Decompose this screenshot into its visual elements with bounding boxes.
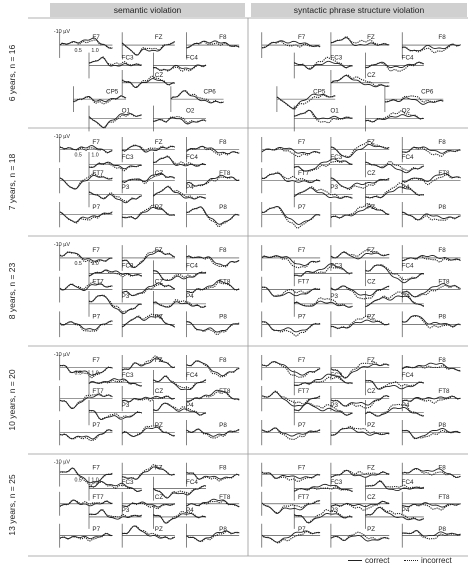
electrode-label-g1-c0-ft7: FT7 <box>92 170 104 177</box>
electrode-label-g2-c0-pz: PZ <box>154 313 163 321</box>
wave-correct-g0-c1-cz <box>331 76 389 87</box>
electrode-label-g0-c1-f7: F7 <box>297 34 306 42</box>
wave-incorrect-g0-c0-fz <box>122 42 175 55</box>
wave-incorrect-g4-c1-fz <box>331 470 389 477</box>
wave-incorrect-g3-c0-ft7 <box>60 393 113 408</box>
wave-correct-g1-c0-fc3 <box>89 162 142 169</box>
wave-incorrect-g1-c0-p4 <box>153 186 206 199</box>
electrode-label-g0-c1-o1: O1 <box>330 107 339 115</box>
wave-incorrect-g0-c1-cz <box>331 75 389 86</box>
electrode-label-g3-c1-f7: F7 <box>297 357 306 364</box>
electrode-label-g1-c1-cz: CZ <box>367 170 376 177</box>
electrode-label-g4-c0-fc3: FC3 <box>121 478 134 486</box>
electrode-label-g3-c0-f7: F7 <box>92 357 100 364</box>
wave-correct-g1-c1-p7 <box>262 207 320 225</box>
electrode-label-g1-c1-fc3: FC3 <box>330 154 343 161</box>
wave-correct-g2-c0-p3 <box>89 296 142 314</box>
wave-incorrect-g0-c1-fc3 <box>294 54 352 68</box>
wave-incorrect-g3-c1-fc3 <box>294 377 352 385</box>
wave-incorrect-g2-c0-p4 <box>153 300 206 308</box>
scale-time-b-g4-c0-f7: 1.0 <box>91 477 99 484</box>
electrode-label-g4-c0-f7: F7 <box>92 464 100 472</box>
electrode-label-g3-c1-ft7: FT7 <box>297 388 310 395</box>
wave-incorrect-g3-c0-p4 <box>153 403 206 415</box>
wave-incorrect-g0-c1-cp5 <box>277 95 335 109</box>
wave-incorrect-g4-c1-fc3 <box>294 487 352 492</box>
scale-time-a-g3-c0-f7: 0.5 <box>74 370 82 377</box>
wave-incorrect-g3-c1-p7 <box>262 428 320 440</box>
electrode-label-g2-c1-ft7: FT7 <box>297 278 310 286</box>
electrode-label-g2-c0-fc3: FC3 <box>121 262 134 270</box>
wave-correct-g4-c1-f8 <box>402 468 460 477</box>
wave-incorrect-g4-c1-fc4 <box>366 478 424 489</box>
scale-amplitude-g2-c0-f7: -10 µV <box>53 242 71 249</box>
wave-correct-g1-c1-pz <box>331 207 389 218</box>
electrode-label-g3-c1-ft8: FT8 <box>438 388 450 395</box>
electrode-label-g3-c1-fz: FZ <box>367 357 375 364</box>
electrode-label-g2-c1-fc4: FC4 <box>401 262 414 270</box>
electrode-label-g1-c0-fc4: FC4 <box>185 154 198 161</box>
wave-correct-g1-c0-ft7 <box>60 175 113 189</box>
wave-incorrect-g0-c1-fz <box>331 37 389 45</box>
wave-correct-g4-c1-ft7 <box>262 501 320 514</box>
electrode-label-g2-c0-ft8: FT8 <box>219 278 231 286</box>
electrode-label-g4-c1-fc3: FC3 <box>330 478 343 486</box>
electrode-label-g2-c1-p4: P4 <box>401 293 410 300</box>
electrode-label-g3-c1-p3: P3 <box>330 402 339 409</box>
electrode-label-g0-c1-o2: O2 <box>401 107 411 115</box>
wave-incorrect-g3-c0-p7 <box>60 430 113 441</box>
electrode-label-g0-c1-f8: F8 <box>438 34 446 42</box>
electrode-label-g4-c0-cz: CZ <box>154 493 164 501</box>
wave-incorrect-g2-c1-fc3 <box>294 267 352 276</box>
electrode-label-g4-c0-p4: P4 <box>185 507 194 514</box>
electrode-label-g4-c0-fc4: FC4 <box>185 478 198 486</box>
row-label-10-years: 10 years, n = 20 <box>7 369 17 431</box>
electrode-label-g2-c0-fc4: FC4 <box>185 262 198 270</box>
wave-incorrect-g1-c0-p8 <box>187 207 240 227</box>
electrode-label-g3-c0-fz: FZ <box>154 357 163 364</box>
electrode-label-g2-c1-ft8: FT8 <box>438 278 450 286</box>
electrode-label-g2-c1-p3: P3 <box>330 293 339 300</box>
electrode-label-g4-c1-cz: CZ <box>367 493 376 501</box>
electrode-label-g1-c0-f7: F7 <box>92 139 100 146</box>
electrode-label-g2-c0-p3: P3 <box>121 293 130 300</box>
wave-correct-g2-c1-ft7 <box>262 287 320 296</box>
electrode-label-g3-c0-cz: CZ <box>154 388 164 395</box>
wave-incorrect-g4-c0-fz <box>122 465 175 480</box>
scale-time-b-g3-c0-f7: 1.0 <box>91 370 99 377</box>
column-header-syntactic: syntactic phrase structure violation <box>251 3 467 17</box>
electrode-label-g0-c0-cp6: CP6 <box>203 88 216 96</box>
scale-time-b-g2-c0-f7: 1.0 <box>91 260 99 267</box>
electrode-label-g3-c1-f8: F8 <box>438 357 446 364</box>
electrode-label-g1-c0-cz: CZ <box>154 170 164 177</box>
electrode-label-g4-c0-ft7: FT7 <box>92 493 104 501</box>
wave-incorrect-g2-c1-p4 <box>366 292 424 307</box>
wave-correct-g4-c0-p7 <box>60 534 113 539</box>
wave-correct-g1-c1-cz <box>331 178 389 188</box>
wave-incorrect-g2-c0-p8 <box>187 322 240 335</box>
wave-correct-g4-c0-ft8 <box>187 499 240 507</box>
electrode-label-g0-c1-cz: CZ <box>367 71 376 79</box>
electrode-label-g4-c1-p8: P8 <box>438 525 447 533</box>
electrode-label-g4-c0-p7: P7 <box>92 525 101 533</box>
electrode-label-g4-c0-ft8: FT8 <box>219 493 231 501</box>
electrode-label-g2-c0-cz: CZ <box>154 278 164 286</box>
wave-incorrect-g0-c0-o1 <box>89 114 142 128</box>
wave-correct-g2-c0-pz <box>122 317 175 328</box>
scale-time-a-g1-c0-f7: 0.5 <box>74 152 82 159</box>
electrode-label-g0-c1-cp5: CP5 <box>313 88 326 96</box>
electrode-label-g2-c1-cz: CZ <box>367 278 376 286</box>
wave-correct-g4-c0-p8 <box>187 531 240 541</box>
electrode-label-g1-c0-p3: P3 <box>121 184 130 191</box>
scale-amplitude-g4-c0-f7: -10 µV <box>53 459 71 466</box>
electrode-label-g1-c0-p7: P7 <box>92 204 101 211</box>
wave-incorrect-g2-c0-p7 <box>60 321 113 331</box>
wave-correct-g4-c1-p3 <box>294 514 352 524</box>
wave-incorrect-g4-c1-f8 <box>402 469 460 478</box>
electrode-label-g1-c1-fz: FZ <box>367 139 375 146</box>
wave-correct-g1-c0-p8 <box>187 207 240 224</box>
wave-correct-g0-c0-fc3 <box>89 58 142 67</box>
electrode-label-g1-c1-p8: P8 <box>438 204 447 211</box>
wave-correct-g0-c1-o1 <box>294 107 352 119</box>
electrode-label-g0-c0-cp5: CP5 <box>106 88 119 96</box>
wave-incorrect-g0-c1-o1 <box>294 107 352 123</box>
legend-incorrect: incorrect <box>404 556 452 565</box>
electrode-label-g0-c0-f8: F8 <box>219 34 227 42</box>
electrode-label-g2-c1-fz: FZ <box>367 247 375 255</box>
wave-incorrect-g3-c1-f7 <box>262 362 320 377</box>
electrode-label-g2-c0-p4: P4 <box>185 293 194 300</box>
electrode-label-g3-c0-fc4: FC4 <box>185 372 198 379</box>
electrode-label-g4-c0-p3: P3 <box>121 507 130 514</box>
electrode-label-g2-c1-pz: PZ <box>367 313 376 321</box>
wave-incorrect-g1-c0-p7 <box>60 212 113 223</box>
wave-incorrect-g0-c1-f8 <box>402 44 460 53</box>
wave-incorrect-g4-c0-ft7 <box>60 500 113 506</box>
electrode-label-g3-c0-p7: P7 <box>92 422 101 429</box>
wave-correct-g0-c1-f7 <box>262 41 320 48</box>
electrode-label-g4-c0-p8: P8 <box>219 525 227 533</box>
wave-incorrect-g4-c0-pz <box>122 526 175 539</box>
wave-incorrect-g2-c0-p3 <box>89 295 142 312</box>
electrode-label-g2-c1-f8: F8 <box>438 247 446 255</box>
electrode-label-g1-c1-p3: P3 <box>330 184 339 191</box>
electrode-label-g1-c1-fc4: FC4 <box>401 154 414 161</box>
electrode-label-g3-c1-p7: P7 <box>297 422 306 429</box>
electrode-label-g3-c0-ft7: FT7 <box>92 388 104 395</box>
electrode-label-g4-c0-f8: F8 <box>219 464 227 472</box>
electrode-label-g3-c1-pz: PZ <box>367 422 376 429</box>
wave-incorrect-g4-c1-p8 <box>402 531 460 539</box>
electrode-label-g4-c1-p3: P3 <box>330 507 339 514</box>
wave-incorrect-g3-c0-pz <box>122 426 175 437</box>
electrode-label-g3-c0-p3: P3 <box>121 402 130 409</box>
electrode-label-g2-c1-p8: P8 <box>438 313 447 321</box>
electrode-label-g3-c0-p8: P8 <box>219 422 227 429</box>
wave-incorrect-g0-c1-o2 <box>366 111 424 122</box>
electrode-label-g4-c1-ft7: FT7 <box>297 493 310 501</box>
row-label-6-years: 6 years, n = 16 <box>7 44 17 102</box>
wave-correct-g2-c1-p7 <box>262 322 320 332</box>
wave-incorrect-g0-c0-f7 <box>60 40 113 48</box>
wave-incorrect-g0-c0-cz <box>122 76 175 87</box>
electrode-label-g0-c0-cz: CZ <box>154 71 164 79</box>
wave-correct-g1-c1-p3 <box>294 188 352 199</box>
electrode-label-g0-c1-cp6: CP6 <box>421 88 434 96</box>
wave-correct-g4-c0-ft7 <box>60 500 113 506</box>
electrode-label-g3-c1-p4: P4 <box>401 402 410 409</box>
electrode-label-g4-c1-p4: P4 <box>401 507 410 514</box>
wave-incorrect-g4-c1-f7 <box>262 472 320 481</box>
electrode-label-g4-c1-ft8: FT8 <box>438 493 450 501</box>
electrode-label-g3-c1-cz: CZ <box>367 388 376 395</box>
wave-correct-g4-c0-p4 <box>153 514 206 524</box>
electrode-label-g0-c1-fz: FZ <box>367 34 375 42</box>
electrode-label-g2-c1-f7: F7 <box>297 247 306 255</box>
electrode-label-g4-c1-f7: F7 <box>297 464 306 472</box>
wave-incorrect-g3-c0-cz <box>122 396 175 402</box>
electrode-label-g0-c0-f7: F7 <box>92 34 100 42</box>
wave-correct-g2-c0-f7 <box>60 252 113 261</box>
electrode-label-g4-c1-fc4: FC4 <box>401 478 414 486</box>
wave-incorrect-g2-c1-fz <box>331 250 389 258</box>
electrode-label-g3-c0-fc3: FC3 <box>121 372 134 379</box>
electrode-label-g3-c1-p8: P8 <box>438 422 447 429</box>
row-label-7-years: 7 years, n = 18 <box>7 153 17 211</box>
electrode-label-g3-c1-fc4: FC4 <box>401 372 414 379</box>
wave-incorrect-g2-c1-ft7 <box>262 287 320 296</box>
wave-correct-g2-c0-p7 <box>60 321 113 330</box>
wave-correct-g2-c1-p4 <box>366 296 424 307</box>
electrode-label-g3-c0-ft8: FT8 <box>219 388 231 395</box>
electrode-label-g0-c0-o2: O2 <box>185 107 195 115</box>
wave-incorrect-g4-c1-p4 <box>366 507 424 520</box>
wave-correct-g3-c1-cz <box>331 396 389 406</box>
wave-correct-g3-c1-p4 <box>366 408 424 417</box>
legend-correct: correct <box>348 556 389 565</box>
electrode-label-g3-c1-fc3: FC3 <box>330 372 343 379</box>
electrode-label-g1-c0-ft8: FT8 <box>219 170 231 177</box>
wave-correct-g3-c0-fc3 <box>89 379 142 386</box>
electrode-label-g1-c0-p4: P4 <box>185 184 194 191</box>
electrode-label-g1-c0-pz: PZ <box>154 204 163 211</box>
electrode-label-g1-c0-fc3: FC3 <box>121 154 134 161</box>
wave-incorrect-g0-c0-f8 <box>187 41 240 48</box>
legend-incorrect-swatch <box>404 560 418 561</box>
wave-incorrect-g1-c1-p7 <box>262 207 320 228</box>
electrode-label-g2-c1-p7: P7 <box>297 313 306 321</box>
electrode-label-g1-c1-p4: P4 <box>401 184 410 191</box>
wave-incorrect-g1-c0-p3 <box>89 192 142 201</box>
electrode-label-g0-c0-fc3: FC3 <box>121 54 134 62</box>
row-label-13-years: 13 years, n = 25 <box>7 474 17 536</box>
electrode-label-g1-c1-p7: P7 <box>297 204 306 211</box>
electrode-label-g4-c1-f8: F8 <box>438 464 446 472</box>
electrode-label-g0-c1-fc3: FC3 <box>330 54 343 62</box>
electrode-label-g2-c0-p7: P7 <box>92 313 101 321</box>
wave-correct-g4-c0-p3 <box>89 510 142 519</box>
wave-incorrect-g3-c1-ft7 <box>262 391 320 404</box>
legend-correct-swatch <box>348 560 362 561</box>
electrode-label-g2-c0-fz: FZ <box>154 247 163 255</box>
electrode-label-g2-c0-p8: P8 <box>219 313 227 321</box>
electrode-label-g2-c0-f8: F8 <box>219 247 227 255</box>
wave-correct-g2-c1-p8 <box>402 316 460 327</box>
electrode-label-g4-c0-pz: PZ <box>154 525 163 533</box>
scale-time-b-g1-c0-f7: 1.0 <box>91 152 99 159</box>
row-label-8-years: 8 years, n = 23 <box>7 262 17 320</box>
electrode-label-g1-c0-fz: FZ <box>154 139 163 146</box>
column-header-semantic: semantic violation <box>50 3 245 17</box>
scale-amplitude-g1-c0-f7: -10 µV <box>53 134 71 140</box>
wave-incorrect-g3-c1-ft8 <box>402 396 460 403</box>
scale-amplitude-g3-c0-f7: -10 µV <box>53 352 71 358</box>
electrode-label-g3-c0-f8: F8 <box>219 357 227 364</box>
electrode-label-g2-c0-f7: F7 <box>92 247 100 255</box>
electrode-label-g1-c0-p8: P8 <box>219 204 227 211</box>
wave-correct-g4-c1-p7 <box>262 531 320 542</box>
electrode-label-g1-c1-f7: F7 <box>297 139 306 146</box>
wave-incorrect-g2-c1-f8 <box>402 256 460 262</box>
electrode-label-g1-c0-f8: F8 <box>219 139 227 146</box>
wave-incorrect-g0-c0-fc4 <box>153 65 206 71</box>
electrode-label-g1-c1-ft8: FT8 <box>438 170 450 177</box>
wave-incorrect-g4-c1-p3 <box>294 510 352 523</box>
scale-time-b-g0-c0-f7: 1.0 <box>91 48 99 55</box>
wave-incorrect-g1-c1-f7 <box>262 148 320 157</box>
electrode-label-g4-c1-fz: FZ <box>367 464 375 472</box>
electrode-label-g1-c1-pz: PZ <box>367 204 376 211</box>
wave-incorrect-g4-c1-ft7 <box>262 501 320 513</box>
scale-time-a-g0-c0-f7: 0.5 <box>74 48 82 55</box>
scale-amplitude-g0-c0-f7: -10 µV <box>53 29 71 36</box>
electrode-label-g4-c1-p7: P7 <box>297 525 306 533</box>
electrode-label-g1-c1-f8: F8 <box>438 139 446 146</box>
electrode-label-g1-c1-ft7: FT7 <box>297 170 310 177</box>
electrode-label-g0-c1-fc4: FC4 <box>401 54 414 62</box>
wave-correct-g2-c0-p4 <box>153 302 206 308</box>
wave-correct-g3-c0-p7 <box>60 430 113 439</box>
electrode-label-g3-c0-p4: P4 <box>185 402 194 409</box>
wave-correct-g0-c0-fz <box>122 42 175 56</box>
scale-time-a-g4-c0-f7: 0.5 <box>74 477 82 484</box>
electrode-label-g0-c0-fz: FZ <box>154 34 163 42</box>
wave-correct-g1-c0-f7 <box>60 146 113 153</box>
electrode-label-g2-c1-fc3: FC3 <box>330 262 343 270</box>
wave-correct-g2-c1-p3 <box>294 301 352 307</box>
electrode-label-g0-c0-o1: O1 <box>121 107 131 115</box>
electrode-label-g4-c0-fz: FZ <box>154 464 163 472</box>
electrode-label-g4-c1-pz: PZ <box>367 525 376 533</box>
electrode-label-g3-c0-pz: PZ <box>154 422 163 429</box>
wave-incorrect-g3-c1-cz <box>331 396 389 408</box>
electrode-label-g0-c0-fc4: FC4 <box>185 54 198 62</box>
scale-time-a-g2-c0-f7: 0.5 <box>74 260 82 267</box>
wave-correct-g0-c1-fz <box>331 38 389 46</box>
wave-correct-g1-c1-p8 <box>402 213 460 220</box>
electrode-label-g2-c0-ft7: FT7 <box>92 278 104 286</box>
wave-incorrect-g1-c0-fz <box>122 145 175 151</box>
